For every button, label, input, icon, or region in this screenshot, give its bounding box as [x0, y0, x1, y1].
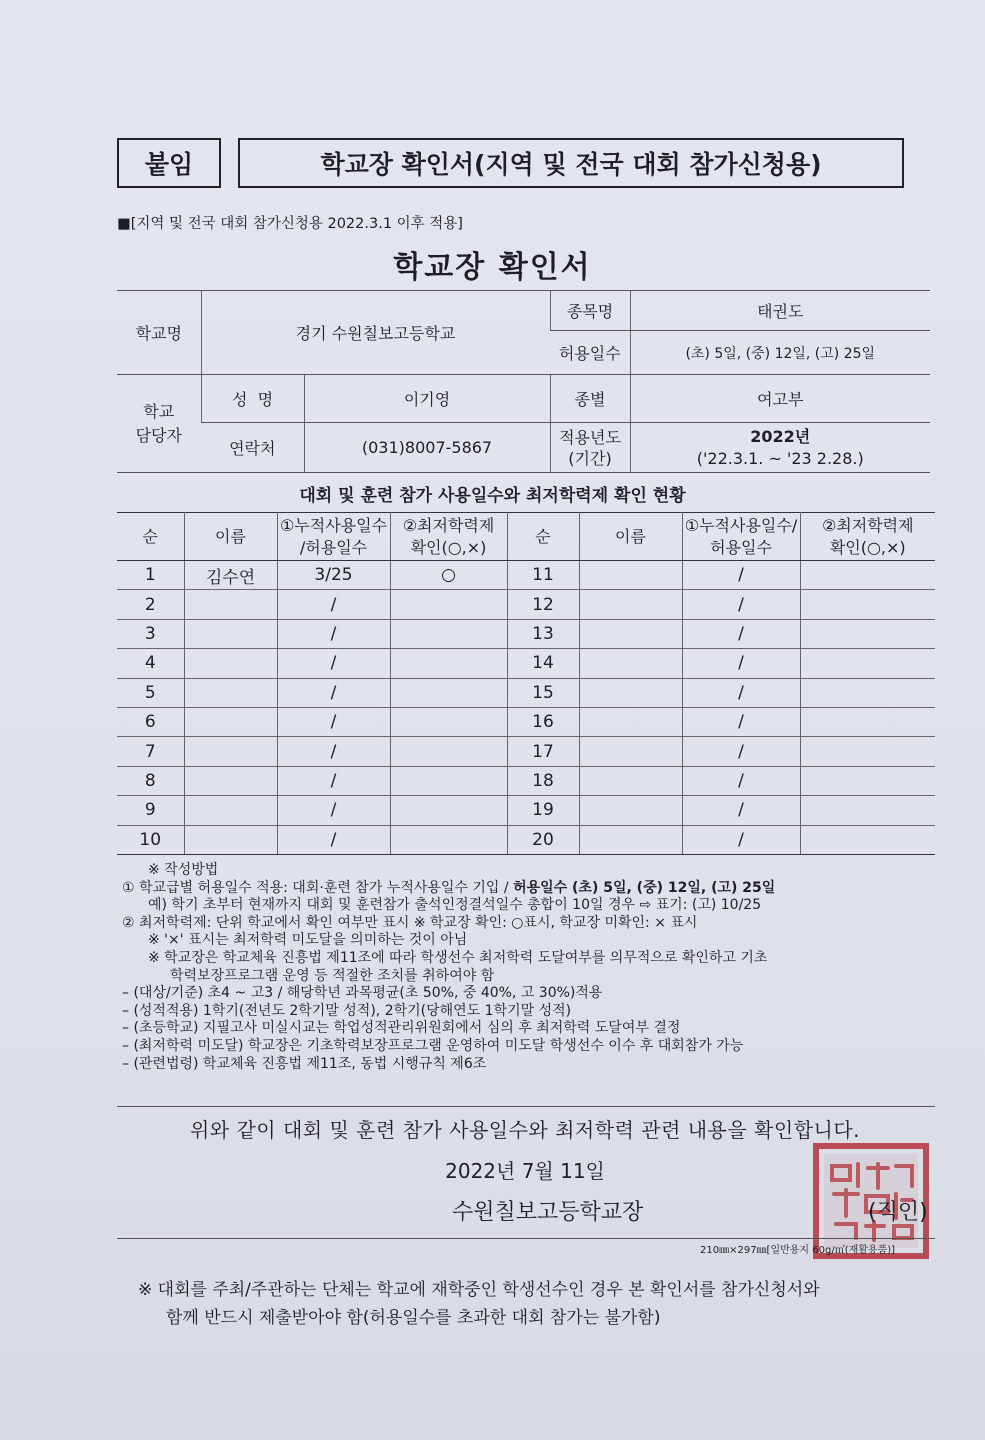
row-number: 17 — [507, 737, 579, 766]
row-number: 4 — [117, 649, 184, 678]
manager-label: 학교 담당자 — [117, 375, 201, 473]
table-row — [117, 796, 935, 825]
used-days: / — [682, 737, 800, 766]
instructions — [122, 862, 937, 1073]
paper-spec: 210㎜×297㎜[일반용지 60g/㎡(재활용품)] — [700, 1245, 896, 1256]
divider-bottom — [117, 1238, 935, 1239]
used-days: / — [277, 707, 390, 736]
student-name — [184, 796, 277, 825]
detail-3: – (초등학교) 지필고사 미실시교는 학업성적관리위원회에서 심의 후 최저학력 도달여부 결정 — [122, 1020, 681, 1037]
used-days: / — [277, 619, 390, 648]
academic-check — [390, 796, 507, 825]
used-days: / — [277, 590, 390, 619]
name-value: 이기영 — [304, 375, 550, 423]
used-days: 3/25 — [277, 561, 390, 590]
issue-date: 2022년 7월 11일 — [445, 1159, 605, 1183]
category-label: 종별 — [550, 375, 630, 423]
note-2-a: ※ '×' 표시는 최저학력 미도달을 의미하는 것이 아님 — [148, 932, 468, 949]
row-number: 15 — [507, 678, 579, 707]
header-col-name: 이름 — [184, 513, 277, 561]
event-label: 종목명 — [550, 291, 630, 331]
student-name — [579, 678, 682, 707]
name-label: 성 명 — [201, 375, 304, 423]
contact-label: 연락처 — [201, 423, 304, 473]
student-name — [184, 737, 277, 766]
academic-check — [390, 649, 507, 678]
contact-value: (031)8007-5867 — [304, 423, 550, 473]
academic-check — [800, 649, 935, 678]
student-name — [579, 766, 682, 795]
row-number: 10 — [117, 825, 184, 854]
school-label: 학교명 — [117, 291, 201, 375]
used-days: / — [682, 649, 800, 678]
detail-1: – (대상/기준) 초4 ~ 고3 / 해당학년 과목평균(초 50%, 중 40%, 고 30%)적용 — [122, 985, 603, 1002]
used-days: / — [682, 825, 800, 854]
row-number: 3 — [117, 619, 184, 648]
header-col-check: ②최저학력제 확인(○,×) — [390, 513, 507, 561]
row-number: 13 — [507, 619, 579, 648]
row-number: 8 — [117, 766, 184, 795]
row-number: 7 — [117, 737, 184, 766]
student-name — [579, 561, 682, 590]
row-number: 16 — [507, 707, 579, 736]
header-col-name-2: 이름 — [579, 513, 682, 561]
year-cell — [630, 423, 930, 473]
header-col-used: ①누적사용일수 /허용일수 — [277, 513, 390, 561]
row-number: 1 — [117, 561, 184, 590]
student-name — [579, 825, 682, 854]
header-title: 학교장 확인서(지역 및 전국 대회 참가신청용) — [238, 138, 904, 188]
confirm-statement: 위와 같이 대회 및 훈련 참가 사용일수와 최저학력 관련 내용을 확인합니다. — [189, 1118, 861, 1142]
attachment-tag: 붙임 — [117, 138, 221, 188]
detail-4: – (최저학력 미도달) 학교장은 기초학력보장프로그램 운영하여 미도달 학생선수 이수 후 대회참가 가능 — [122, 1037, 744, 1054]
row-number: 18 — [507, 766, 579, 795]
participation-table — [117, 512, 935, 855]
table-row — [117, 649, 935, 678]
year-label: 적용년도 (기간) — [550, 423, 630, 473]
row-number: 14 — [507, 649, 579, 678]
row-number: 6 — [117, 707, 184, 736]
table-row — [117, 619, 935, 648]
page-title: 학교장 확인서 — [393, 250, 592, 285]
section-title: 대회 및 훈련 참가 사용일수와 최저학력제 확인 현황 — [299, 486, 686, 506]
table-row — [117, 825, 935, 854]
student-name — [579, 737, 682, 766]
header-col-check-2: ②최저학력제 확인(○,×) — [800, 513, 935, 561]
academic-check — [800, 561, 935, 590]
academic-check: ○ — [390, 561, 507, 590]
footer-note — [138, 1276, 820, 1332]
academic-check — [390, 737, 507, 766]
note-2-b2: 학력보장프로그램 운영 등 적절한 조치를 취하여야 함 — [170, 967, 495, 984]
academic-check — [800, 619, 935, 648]
detail-5: – (관련법령) 학교체육 진흥법 제11조, 동법 시행규칙 제6조 — [122, 1055, 487, 1072]
row-number: 11 — [507, 561, 579, 590]
year-value: 2022년 — [750, 426, 811, 446]
category-value: 여고부 — [630, 375, 930, 423]
row-number: 20 — [507, 825, 579, 854]
student-name — [579, 590, 682, 619]
used-days: / — [682, 678, 800, 707]
table-row — [117, 707, 935, 736]
academic-check — [390, 825, 507, 854]
student-name — [184, 590, 277, 619]
detail-2: – (성적적용) 1학기(전년도 2학기말 성적), 2학기(당해연도 1학기말 성적) — [122, 1002, 572, 1019]
table-row — [117, 678, 935, 707]
student-name — [184, 649, 277, 678]
used-days: / — [682, 707, 800, 736]
used-days: / — [682, 590, 800, 619]
note-2-b1: ※ 학교장은 학교체육 진흥법 제11조에 따라 학생선수 최저학력 도달여부를 의무적으로 확인하고 기초 — [148, 949, 768, 966]
footer-line-2: 함께 반드시 제출받아야 함(허용일수를 초과한 대회 참가는 불가함) — [166, 1308, 661, 1328]
academic-check — [390, 707, 507, 736]
used-days: / — [277, 825, 390, 854]
academic-check — [800, 796, 935, 825]
note-1-text: ① 학교급별 허용일수 적용: 대회·훈련 참가 누적사용일수 기입 / — [122, 879, 514, 896]
info-table — [117, 290, 930, 473]
row-number: 12 — [507, 590, 579, 619]
allowed-days-value: (초) 5일, (중) 12일, (고) 25일 — [630, 331, 930, 375]
used-days: / — [277, 678, 390, 707]
used-days: / — [277, 737, 390, 766]
student-name — [579, 619, 682, 648]
note-1 — [122, 880, 937, 898]
student-name — [579, 796, 682, 825]
header-col-no: 순 — [117, 513, 184, 561]
academic-check — [390, 678, 507, 707]
note-1-bold: 허용일수 (초) 5일, (중) 12일, (고) 25일 — [513, 879, 776, 896]
student-name — [184, 678, 277, 707]
row-number: 5 — [117, 678, 184, 707]
used-days: / — [682, 796, 800, 825]
used-days: / — [682, 561, 800, 590]
event-value: 태권도 — [630, 291, 930, 331]
row-number: 19 — [507, 796, 579, 825]
year-period: ('22.3.1. ~ '23 2.28.) — [696, 448, 864, 468]
divider-top — [117, 1106, 935, 1107]
principal-name: 수원칠보고등학교장 — [452, 1200, 644, 1225]
row-number: 9 — [117, 796, 184, 825]
table-row — [117, 737, 935, 766]
seal-label: (직인) — [868, 1200, 928, 1225]
academic-check — [390, 766, 507, 795]
school-value: 경기 수원칠보고등학교 — [201, 291, 550, 375]
student-name — [579, 649, 682, 678]
academic-check — [800, 737, 935, 766]
academic-check — [800, 678, 935, 707]
student-name — [184, 766, 277, 795]
student-name — [579, 707, 682, 736]
table-row — [117, 590, 935, 619]
table-row — [117, 766, 935, 795]
academic-check — [800, 590, 935, 619]
student-name: 김수연 — [184, 561, 277, 590]
academic-check — [800, 825, 935, 854]
row-number: 2 — [117, 590, 184, 619]
table-row — [117, 561, 935, 590]
used-days: / — [682, 766, 800, 795]
header-col-no-2: 순 — [507, 513, 579, 561]
header-col-used-2: ①누적사용일수/ 허용일수 — [682, 513, 800, 561]
academic-check — [390, 590, 507, 619]
academic-check — [390, 619, 507, 648]
allowed-days-label: 허용일수 — [550, 331, 630, 375]
academic-check — [800, 707, 935, 736]
note-1-example: 예) 학기 초부터 현재까지 대회 및 훈련참가 출석인정결석일수 총합이 10일 경우 ⇨ 표기: (고) 10/25 — [148, 897, 762, 914]
footer-line-1: ※ 대회를 주최/주관하는 단체는 학교에 재학중인 학생선수인 경우 본 확인서를 참가신청서와 — [138, 1280, 820, 1300]
student-name — [184, 619, 277, 648]
used-days: / — [277, 649, 390, 678]
student-name — [184, 707, 277, 736]
used-days: / — [277, 766, 390, 795]
form-subtitle: ■[지역 및 전국 대회 참가신청용 2022.3.1 이후 적용] — [117, 216, 463, 232]
notes-heading: ※ 작성방법 — [148, 862, 219, 878]
student-name — [184, 825, 277, 854]
note-2: ② 최저학력제: 단위 학교에서 확인 여부만 표시 ※ 학교장 확인: ○표시, 학교장 미확인: × 표시 — [122, 914, 698, 931]
used-days: / — [682, 619, 800, 648]
used-days: / — [277, 796, 390, 825]
academic-check — [800, 766, 935, 795]
